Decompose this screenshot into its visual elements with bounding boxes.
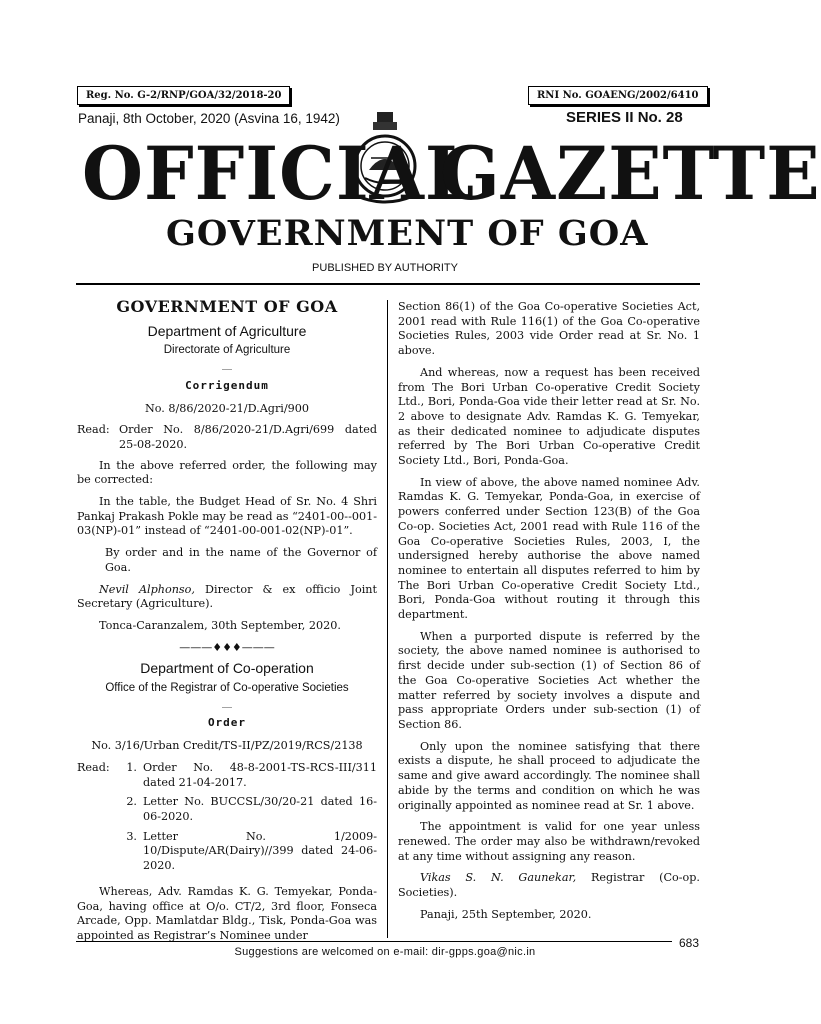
masthead-government: GOVERNMENT OF GOA xyxy=(166,213,649,254)
footer-suggestion: Suggestions are welcomed on e-mail: dir-gpps.goa@nic.in xyxy=(234,946,536,958)
order-heading: Order xyxy=(207,716,247,730)
masthead-official: OFFICIAL xyxy=(82,129,476,218)
place-date: Tonca-Caranzalem, 30th September, 2020. xyxy=(99,618,341,632)
read-reference xyxy=(77,423,377,452)
read-item-text: Letter No. 1/2009-10/Dispute/AR(Dairy)//399 dated 24-06-2020. xyxy=(143,829,377,873)
read-item-text: Order No. 48-8-2001-TS-RCS-III/311 dated 21-04-2017. xyxy=(143,760,377,789)
read-label: Read: xyxy=(77,760,110,774)
paragraph: In the above referred order, the following may be corrected: xyxy=(77,458,377,487)
order-by-governor: By order and in the name of the Governor of Goa. xyxy=(105,546,377,574)
short-dash: __ xyxy=(222,359,232,371)
paragraph: The appointment is valid for one year unless renewed. The order may also be withdrawn/revoked at any time without assigning any reason. xyxy=(398,820,700,863)
signature-block xyxy=(77,583,377,612)
right-column xyxy=(398,300,700,929)
read-item-number: 1. xyxy=(126,760,137,774)
government-heading: GOVERNMENT OF GOA xyxy=(116,297,338,316)
read-item-number: 3. xyxy=(126,829,137,843)
left-column xyxy=(77,297,377,951)
paragraph: When a purported dispute is referred by the society, the above named nominee is authorised to first decide under sub-section (1) of Section 86 of the Goa Co-operative Societies Act whether the matter referred by society involves a dispute and pass appropriate Orders under sub-section (1) of Section 86. xyxy=(398,629,700,731)
department-agriculture-heading: Department of Agriculture xyxy=(147,322,307,339)
rni-number: RNI No. GOAENG/2002/6410 xyxy=(528,86,708,105)
issue-date: Panaji, 8th October, 2020 (Asvina 16, 1942) xyxy=(78,111,340,126)
signatory-name: Nevil Alphonso, xyxy=(99,582,195,596)
paragraph: Whereas, Adv. Ramdas K. G. Temyekar, Ponda-Goa, having office at O/o. CT/2, 3rd floor, Fonseca Arcade, Opp. Mamlatdar Bldg., Tisk, Ponda-Goa was appointed as Registrar’s Nominee under xyxy=(77,884,377,942)
masthead-gazette: GAZETTE xyxy=(440,129,821,218)
page-number: 683 xyxy=(679,936,700,950)
paragraph: Section 86(1) of the Goa Co-operative Societies Act, 2001 read with Rule 116(1) of the Goa Co-operative Societies Rules, 2003 vide Order read at Sr. No. 1 above. xyxy=(398,300,700,358)
read-item xyxy=(119,761,377,790)
registration-number: Reg. No. G-2/RNP/GOA/32/2018-20 xyxy=(77,86,290,105)
registrar-office-heading: Office of the Registrar of Co-operative Societies xyxy=(105,682,349,695)
paragraph: In view of above, the above named nominee Adv. Ramdas K. G. Temyekar, Ponda-Goa, in exercise of powers conferred under Section 123(B) of the Goa Co-op. Societies Act, 2001 read with Rule 116 of the Goa Co-operative Societies Rules, 2003, I, the undersigned hereby authorise the above named nominee to entertain all disputes referred to him by The Bori Urban Co-operative Credit Society Ltd., Bori, Ponda-Goa without routing it through this department. xyxy=(398,475,700,622)
series-number: SERIES II No. 28 xyxy=(566,109,683,126)
published-by-authority: PUBLISHED BY AUTHORITY xyxy=(312,262,458,274)
footer-rule xyxy=(76,941,672,942)
corrigendum-heading: Corrigendum xyxy=(185,378,269,392)
read-item xyxy=(119,795,377,824)
read-item xyxy=(119,830,377,874)
header-rule xyxy=(76,283,700,285)
directorate-heading: Directorate of Agriculture xyxy=(163,344,291,357)
paragraph: And whereas, now a request has been received from The Bori Urban Co-operative Credit Society Ltd., Bori, Ponda-Goa vide their letter read at Sr. No. 2 above to designate Adv. Ramdas K. G. Temyekar, as their dedicated nominee to adjudicate disputes referred by The Bori Urban Co-operative Credit Society Ltd., Bori, Ponda-Goa. xyxy=(398,365,700,468)
read-references xyxy=(77,761,377,879)
section-separator: ———♦♦♦——— xyxy=(179,640,275,654)
short-dash: __ xyxy=(222,696,232,708)
column-divider xyxy=(387,300,388,938)
signature-block xyxy=(398,871,700,900)
read-item-text: Letter No. BUCCSL/30/20-21 dated 16-06-2020. xyxy=(143,795,377,823)
paragraph: Only upon the nominee satisfying that there exists a dispute, he shall proceed to adjudicate the same and give award accordingly. The nominee shall abide by the terms and condition on which he was originally appointed as nominee read at Sr. 1 above. xyxy=(398,739,700,812)
signatory-name: Vikas S. N. Gaunekar, xyxy=(420,871,577,885)
signatory-designation: Director & ex officio Joint Secretary (Agriculture). xyxy=(77,582,377,611)
paragraph: In the table, the Budget Head of Sr. No. 4 Shri Pankaj Prakash Pokle may be read as “2401-00--001-03(NP)-01” instead of “2401-00-001-02(NP)-01”. xyxy=(77,495,377,538)
signatory-designation: Registrar (Co-op. Societies). xyxy=(398,871,700,900)
corrigendum-number: No. 8/86/2020-21/D.Agri/900 xyxy=(144,401,309,415)
place-date: Panaji, 25th September, 2020. xyxy=(420,907,592,921)
read-label: Read: xyxy=(77,423,110,437)
department-cooperation-heading: Department of Co-operation xyxy=(140,660,314,677)
read-item-number: 2. xyxy=(126,795,137,809)
order-number: No. 3/16/Urban Credit/TS-II/PZ/2019/RCS/2138 xyxy=(91,739,363,753)
read-reference-text: Order No. 8/86/2020-21/D.Agri/699 dated 25-08-2020. xyxy=(119,423,377,451)
